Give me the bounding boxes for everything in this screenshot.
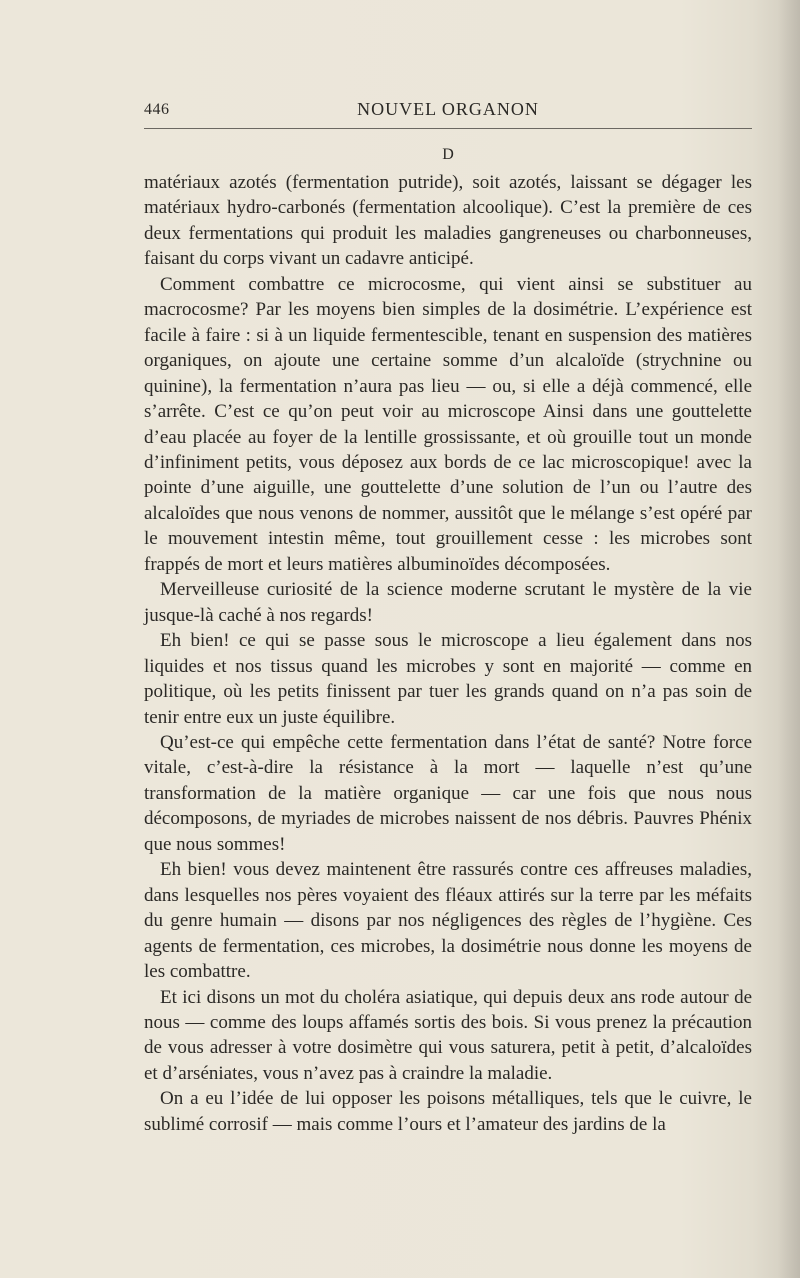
running-title: NOUVEL ORGANON [357, 99, 539, 119]
header-rule [144, 128, 752, 129]
paragraph: Merveilleuse curiosité de la science moderne scrutant le mystère de la vie jusque-là caché à nos regards! [144, 579, 752, 626]
paragraph: Et ici disons un mot du choléra asiatique, qui depuis deux ans rode autour de nous — comme des loups affamés sortis des bois. Si vous prenez la précaution de vous adresser à votre dosimètre qui vous saturera, petit à petit, d’alcaloïdes et d’arséniates, vous n’avez pas à craindre la maladie. [144, 986, 752, 1084]
page-edge-shadow [778, 0, 800, 1278]
paragraph: Eh bien! vous devez maintenent être rassurés contre ces affreuses maladies, dans lesquelles nos pères voyaient des fléaux attirés sur la terre par les méfaits du genre humain — disons par nos négligences des règles de l’hygiène. Ces agents de fermentation, ces microbes, la dosimétrie nous donne les moyens de les combattre. [144, 859, 752, 983]
page-number: 446 [144, 101, 170, 118]
running-header [144, 98, 752, 126]
paragraph: Eh bien! ce qui se passe sous le microscope a lieu également dans nos liquides et nos tissus quand les microbes y sont en majorité — comme en politique, où les petits finissent par tuer les grands quand on n’a pas soin de tenir entre eux un juste équilibre. [144, 630, 752, 728]
paragraph: Qu’est-ce qui empêche cette fermentation dans l’état de santé? Notre force vitale, c’est-à-dire la résistance à la mort — laquelle n’est qu’une transformation de la matière organique — car une fois que nous nous décomposons, de myriades de microbes naissent de nos débris. Pauvres Phénix que nous sommes! [144, 731, 752, 855]
paragraph: matériaux azotés (fermentation putride), soit azotés, laissant se dégager les matériaux hydro-carbonés (fermentation alcoolique). C’est la première de ces deux fermentations qui produit les maladies gangreneuses ou charbonneuses, faisant du corps vivant un cadavre anticipé. [144, 172, 752, 270]
body-text [144, 170, 752, 1137]
paragraph: Comment combattre ce microcosme, qui vient ainsi se substituer au macrocosme? Par les moyens bien simples de la dosimétrie. L’expérience est facile à faire : si à un liquide fermentescible, tenant en suspension des matières organiques, on ajoute une certaine somme d’un alcaloïde (strychnine ou quinine), la fermentation n’aura pas lieu — ou, si elle a déjà commencé, elle s’arrête. C’est ce qu’on peut voir au microscope Ainsi dans une gouttelette d’eau placée au foyer de la lentille grossissante, et où grouille tout un monde d’infiniment petits, vous déposez aux bords de ce lac microscopique! avec la pointe d’une aiguille, une gouttelette d’une solution de l’un ou l’autre des alcaloïdes que nous venons de nommer, aussitôt que le mélange s’est opéré par le mouvement intestin même, tout grouillement cesse : les microbes sont frappés de mort et leurs matières albuminoïdes décomposées. [144, 273, 752, 575]
signature-mark: D [442, 146, 454, 163]
paragraph: On a eu l’idée de lui opposer les poisons métalliques, tels que le cuivre, le sublimé corrosif — mais comme l’ours et l’amateur des jardins de la [144, 1088, 752, 1135]
